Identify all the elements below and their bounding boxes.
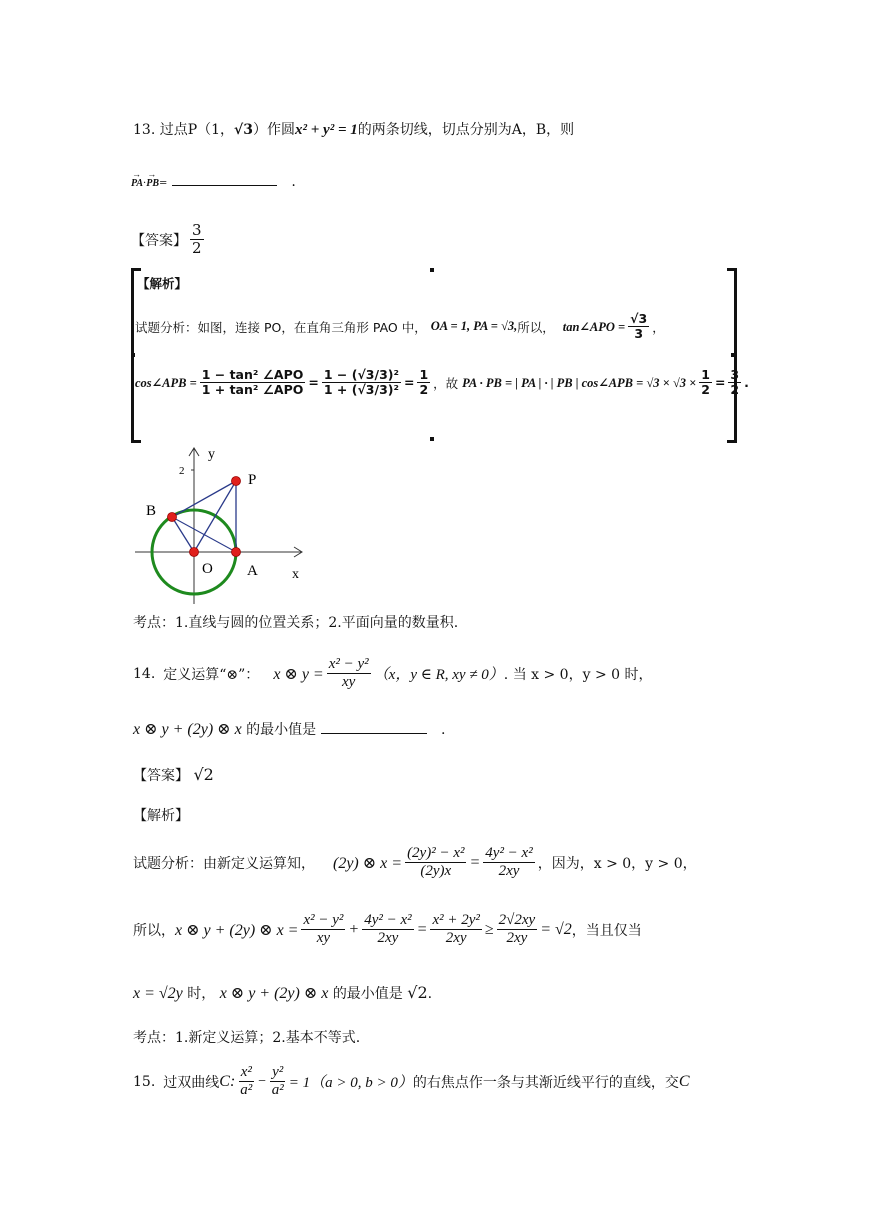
label-a: A <box>247 563 258 579</box>
q13-sqrt3: √3 <box>234 122 253 138</box>
point-o <box>190 548 199 557</box>
q14-def-lhs: x ⊗ y = <box>273 665 324 683</box>
q14-a2-text: 所以， <box>133 922 175 939</box>
line-ab <box>172 517 236 552</box>
q14-answer-val: √2 <box>193 765 214 784</box>
q13-analysis-1e: $\frac{√3}{3}$ <box>630 311 648 342</box>
q14-a2-plus: + <box>348 920 360 938</box>
q15-f1: $\frac{\text{x²}}{\text{a²}}$ <box>240 1064 253 1099</box>
q13-text-a: 过点P（1， <box>159 122 235 138</box>
label-p: P <box>248 472 257 488</box>
handle-left <box>131 353 135 357</box>
handle-bottom <box>430 437 434 441</box>
point-p <box>232 477 241 486</box>
q13-answer-label: 【答案】 <box>131 232 187 249</box>
q14-a1-f1: $\frac{\text{(2y)² − x²}}{(2y)x}$ <box>407 845 465 880</box>
q14-a1-lhs: (2y) ⊗ x = <box>333 854 403 872</box>
q14-a1-text: 试题分析：由新定义运算知， <box>133 855 315 872</box>
q14-a2-lhs: x ⊗ y + (2y) ⊗ x = <box>175 921 299 939</box>
q14-a2-ge: ≥ <box>484 920 494 938</box>
q14-a1-tail: ，因为，x > 0，y > 0， <box>537 855 697 872</box>
q14-period: . <box>441 722 446 738</box>
q14-text-a: 定义运算“⊗”： <box>163 666 260 683</box>
q13-analysis-1c: 所以， <box>517 319 555 335</box>
q14-analysis-label: 【解析】 <box>133 808 189 824</box>
q13-analysis-2i: $\frac{3}{2}$ <box>730 367 740 398</box>
line-ob <box>172 517 194 552</box>
left-bracket-bottom <box>131 440 141 443</box>
q14-a3-text: 时， <box>187 986 216 1002</box>
q13-analysis-1f: ， <box>652 319 665 335</box>
label-b: B <box>146 503 157 519</box>
q13-text-b: ）作圆 <box>253 122 295 138</box>
q15-eq: = 1（a > 0, b > 0） <box>288 1075 413 1092</box>
q13-analysis-label: 【解析】 <box>137 276 188 291</box>
q15-curve: C: <box>219 1072 236 1090</box>
q14-kaodian: 考点：1.新定义运算；2.基本不等式. <box>133 1030 361 1046</box>
q13-analysis-2g: PA · PB = | PA | · | PB | cos∠APB = √3 × √3 × <box>462 375 697 390</box>
q14-number: 14. <box>133 665 156 682</box>
q15-line1 <box>133 1064 690 1100</box>
line-po <box>194 481 236 552</box>
right-bracket-bottom <box>727 440 737 443</box>
right-bracket-top <box>727 268 737 271</box>
q13-analysis-line2: cos∠APB = $\frac{\text{1 − tan² ∠APO}}{\text{1 + tan² ∠APO}}$ = $\frac{\text{1 − (√3/3)²}}{\text{1 + (√3/3)²}}$ = $\frac{1}{2}$ ，故 PA · PB = | PA | · | PB | cos∠APB = √3 × √3 × $\frac{1}{2}$ = $\frac{3}{2}$ . <box>135 367 749 398</box>
q13-number: 13. <box>133 122 156 138</box>
q13-analysis-2f: ，故 <box>433 375 459 391</box>
q13-analysis-2a: cos∠APB = <box>135 375 197 390</box>
q14-a3-end: . <box>427 986 433 1002</box>
handle-top <box>430 268 434 272</box>
q14-a2-f4: $\frac{2√2xy}{2xy}$ <box>498 912 536 947</box>
q14-a2-f1: $\frac{\text{x² − y²}}{xy}$ <box>303 912 344 947</box>
q13-analysis-2d: = <box>403 375 415 391</box>
q14-a2-tail: ，当且仅当 <box>571 922 642 939</box>
q14-a3-expr: x ⊗ y + (2y) ⊗ x <box>219 985 329 1002</box>
q13-answer-den: 2 <box>192 239 202 258</box>
q14-a3-val: √2 <box>407 983 428 1002</box>
q14-a1-eq: = <box>469 853 481 871</box>
q13-eq: = <box>159 178 168 189</box>
q15-f2: $\frac{\text{y²}}{\text{a²}}$ <box>271 1064 284 1099</box>
q13-circle-eq: x² + y² = 1 <box>295 122 358 138</box>
q13-analysis-2c: $\frac{\text{1 − (√3/3)²}}{\text{1 + (√3/3)²}}$ <box>323 367 399 398</box>
q14-a1-f2: $\frac{\text{4y² − x²}}{2xy}$ <box>485 845 533 880</box>
q15-tail: C <box>678 1072 690 1090</box>
label-o: O <box>202 561 213 577</box>
q13-analysis-2e: $\frac{1}{2}$ <box>419 367 429 398</box>
x-axis-label: x <box>292 567 299 582</box>
q14-a3-lhs: x = √2y <box>133 985 183 1002</box>
q13-figure <box>130 444 320 604</box>
q14-analysis-1 <box>133 845 697 881</box>
q14-line2-expr: x ⊗ y + (2y) ⊗ x <box>133 721 242 738</box>
q13-period: . <box>291 174 296 190</box>
q15-text-a: 过双曲线 <box>163 1074 220 1091</box>
q13-text-c: 的两条切线，切点分别为A，B，则 <box>357 122 575 138</box>
q13-blank <box>172 185 277 186</box>
q14-line1 <box>133 656 652 692</box>
left-bracket-top <box>131 268 141 271</box>
q14-a2-res: = √2 <box>540 920 572 938</box>
q14-a3-text2: 的最小值是 <box>332 986 403 1002</box>
q13-kaodian: 考点：1.直线与圆的位置关系；2.平面向量的数量积. <box>133 615 459 631</box>
q14-analysis-2 <box>133 912 642 948</box>
q13-analysis-2b: $\frac{\text{1 − tan² ∠APO}}{\text{1 + tan² ∠APO}}$ <box>201 367 304 398</box>
q13-vec-pb: → PB <box>146 169 160 189</box>
q14-answer <box>133 765 214 785</box>
q13-vec-pa: → PA <box>131 169 144 189</box>
q14-a2-eq: = <box>416 920 428 938</box>
q14-def-cond: （x，y ∈ R, xy ≠ 0） <box>373 667 504 684</box>
q13-answer <box>131 222 207 258</box>
q13-analysis-2h: $\frac{1}{2}$ <box>701 367 710 398</box>
q13-answer-num: 3 <box>192 221 202 239</box>
q13-analysis-1d: tan∠APO = <box>562 319 626 334</box>
q14-answer-label: 【答案】 <box>133 768 189 784</box>
q13-dot: · <box>143 178 147 189</box>
q13-answer-frac <box>190 222 204 258</box>
point-b <box>168 513 177 522</box>
y-tick-label: 2 <box>179 465 185 477</box>
q13-analysis-1: 试题分析：如图，连接 PO，在直角三角形 PAO 中， <box>135 319 427 335</box>
handle-right <box>731 353 735 357</box>
q14-analysis-3 <box>133 983 432 1003</box>
q14-line2-text: 的最小值是 <box>246 722 317 738</box>
y-axis-label: y <box>208 447 215 462</box>
q14-def-frac: $\frac{\text{x² − y²}}{xy}$ <box>328 656 369 691</box>
q14-line2 <box>133 719 445 739</box>
q15-text-b: 的右焦点作一条与其渐近线平行的直线，交 <box>412 1074 679 1091</box>
q13-analysis-1b: OA = 1, PA = √3, <box>430 319 518 334</box>
q14-text-b: . 当 x > 0，y > 0 时， <box>503 666 653 683</box>
q13-analysis-line1 <box>135 312 665 342</box>
q15-number: 15. <box>133 1073 156 1090</box>
q14-blank <box>321 733 427 734</box>
q15-minus: − <box>257 1073 267 1089</box>
q14-a2-f2: $\frac{\text{4y² − x²}}{2xy}$ <box>364 912 412 947</box>
point-a <box>232 548 241 557</box>
q13-line1 <box>133 119 574 139</box>
q14-a2-f3: $\frac{\text{x² + 2y²}}{2xy}$ <box>432 912 480 947</box>
q13-line2 <box>131 169 296 190</box>
